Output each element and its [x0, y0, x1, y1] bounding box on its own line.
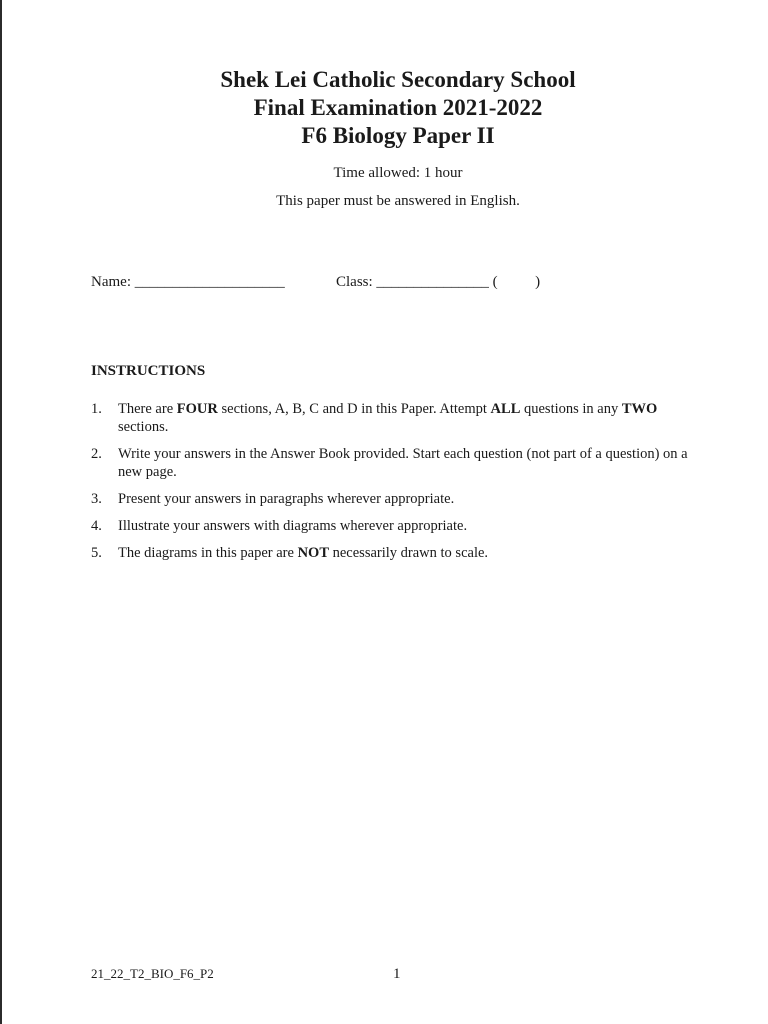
instruction-number: 1.: [91, 401, 102, 417]
instruction-text: [118, 400, 709, 436]
name-field: Name: ____________________: [91, 274, 285, 290]
page-left-edge: [0, 0, 2, 1024]
instruction-fragment: Illustrate your answers with diagrams wherever appropriate.: [118, 518, 468, 534]
instruction-number: 4.: [91, 518, 102, 534]
instruction-fragment: The diagrams in this paper are: [118, 545, 298, 561]
paper-title: F6 Biology Paper II: [301, 123, 495, 148]
instruction-text: [118, 544, 709, 562]
instruction-emphasis: FOUR: [176, 401, 218, 417]
instruction-item: [91, 490, 709, 508]
language-note: This paper must be answered in English.: [276, 193, 520, 209]
paper-code: 21_22_T2_BIO_F6_P2: [91, 966, 214, 981]
instruction-text: [118, 517, 709, 535]
instruction-text: [118, 490, 709, 508]
time-allowed: Time allowed: 1 hour: [333, 165, 463, 181]
class-field: Class: _______________ ( ): [336, 274, 541, 290]
instruction-emphasis: NOT: [297, 545, 329, 561]
instruction-emphasis: TWO: [621, 401, 658, 417]
instruction-emphasis: ALL: [490, 401, 521, 417]
instruction-number: 2.: [91, 446, 102, 462]
instruction-fragment: sections.: [118, 419, 169, 435]
instruction-fragment: necessarily drawn to scale.: [329, 545, 489, 561]
exam-title: Final Examination 2021-2022: [253, 95, 543, 120]
instruction-fragment: questions in any: [520, 401, 622, 417]
instruction-fragment: There are: [118, 401, 177, 417]
instruction-fragment: Present your answers in paragraphs wherever appropriate.: [118, 491, 455, 507]
instruction-text: [118, 445, 709, 481]
instruction-fragment: sections, A, B, C and D in this Paper. Attempt: [217, 401, 491, 417]
instruction-number: 3.: [91, 491, 102, 507]
page-number: 1: [393, 966, 401, 982]
instruction-fragment: Write your answers in the Answer Book provided. Start each question (not part of a question) on a new page.: [118, 446, 688, 480]
instruction-item: [91, 445, 709, 481]
instruction-item: [91, 517, 709, 535]
school-name: Shek Lei Catholic Secondary School: [220, 67, 576, 92]
instruction-number: 5.: [91, 545, 102, 561]
instruction-item: [91, 544, 709, 562]
instructions-title: INSTRUCTIONS: [91, 363, 206, 379]
instructions-list: [91, 400, 709, 571]
instruction-item: [91, 400, 709, 436]
